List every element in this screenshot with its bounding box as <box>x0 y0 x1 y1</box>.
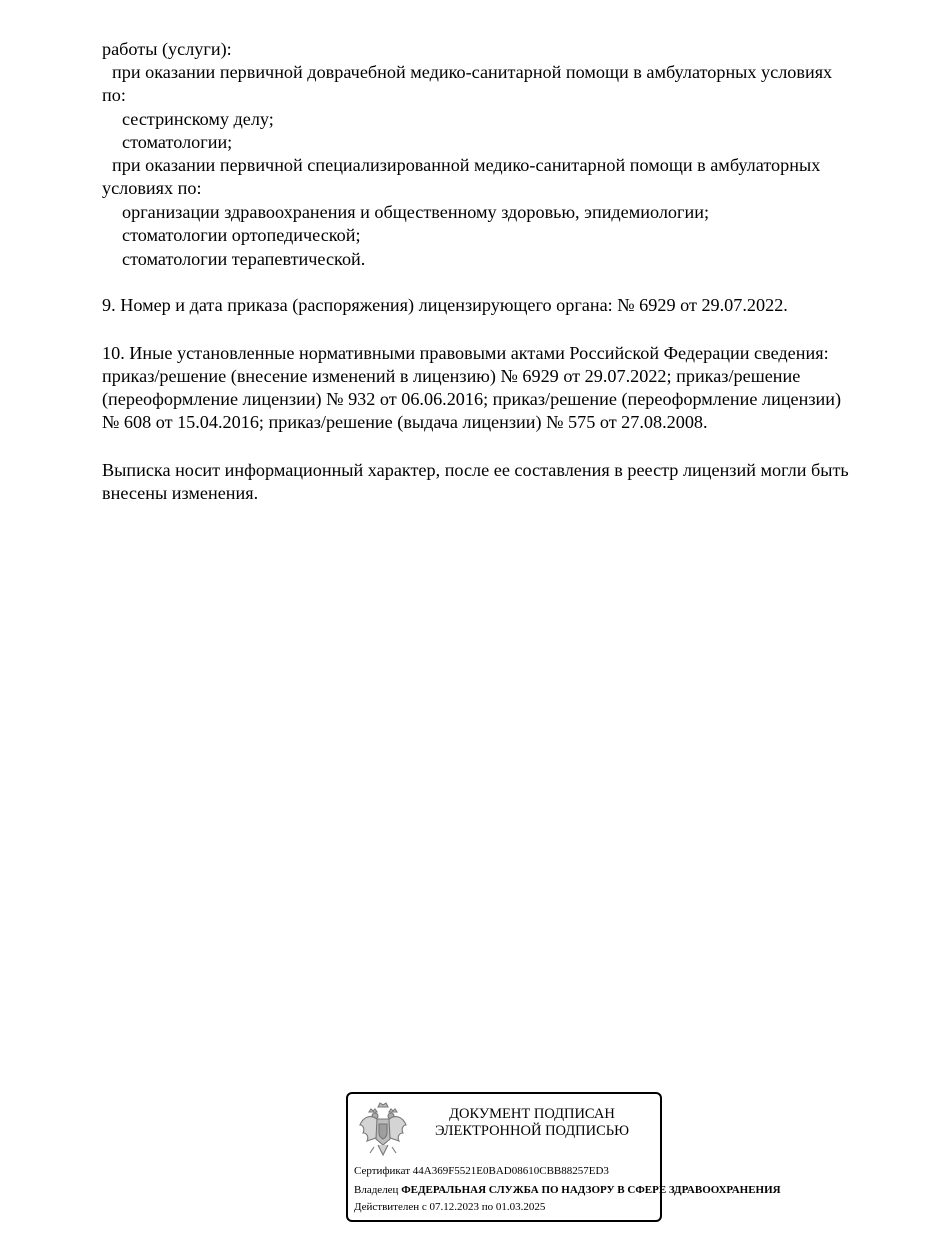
disclaimer-line: Выписка носит информационный характер, после ее составления в реестр лицензий могли быть <box>102 460 849 480</box>
section-10-line: 10. Иные установленные нормативными правовыми актами Российской Федерации сведения: <box>102 343 829 363</box>
stamp-title-line-1: ДОКУМЕНТ ПОДПИСАН <box>449 1106 615 1122</box>
disclaimer-line: внесены изменения. <box>102 483 259 503</box>
text-line: при оказании первичной специализированной медико-санитарной помощи в амбулаторных <box>112 155 821 175</box>
text-line: стоматологии ортопедической; <box>122 225 361 245</box>
owner-value: ФЕДЕРАЛЬНАЯ СЛУЖБА ПО НАДЗОРУ В СФЕРЕ ЗДРАВООХРАНЕНИЯ <box>401 1184 781 1196</box>
electronic-signature-stamp <box>346 1092 781 1222</box>
text-line: организации здравоохранения и общественному здоровью, эпидемиологии; <box>122 202 709 222</box>
text-line: условиях по: <box>102 178 202 198</box>
certificate-value: 44A369F5521E0BAD08610CBB88257ED3 <box>412 1165 609 1177</box>
section-10-line: приказ/решение (внесение изменений в лицензию) № 6929 от 29.07.2022; приказ/решение <box>102 366 801 386</box>
text-line: сестринскому делу; <box>122 109 274 129</box>
certificate-label: Сертификат <box>354 1165 410 1177</box>
text-line: работы (услуги): <box>102 39 232 59</box>
owner-label: Владелец <box>354 1184 399 1196</box>
section-10-line: № 608 от 15.04.2016; приказ/решение (выдача лицензии) № 575 от 27.08.2008. <box>102 412 708 432</box>
text-line: стоматологии; <box>122 132 233 152</box>
stamp-title-line-2: ЭЛЕКТРОННОЙ ПОДПИСЬЮ <box>434 1123 630 1139</box>
certificate-row <box>354 1164 609 1178</box>
validity-row: Действителен с 07.12.2023 по 01.03.2025 <box>354 1201 546 1213</box>
text-line: по: <box>102 85 126 105</box>
russian-coat-of-arms-icon <box>357 1099 409 1159</box>
section-9: 9. Номер и дата приказа (распоряжения) лицензирующего органа: № 6929 от 29.07.2022. <box>102 295 788 315</box>
text-line: стоматологии терапевтической. <box>122 249 366 269</box>
text-line: при оказании первичной доврачебной медико-санитарной помощи в амбулаторных условиях <box>112 62 833 82</box>
section-10-line: (переоформление лицензии) № 932 от 06.06.2016; приказ/решение (переоформление лицензии) <box>102 389 842 409</box>
owner-row <box>354 1183 781 1197</box>
